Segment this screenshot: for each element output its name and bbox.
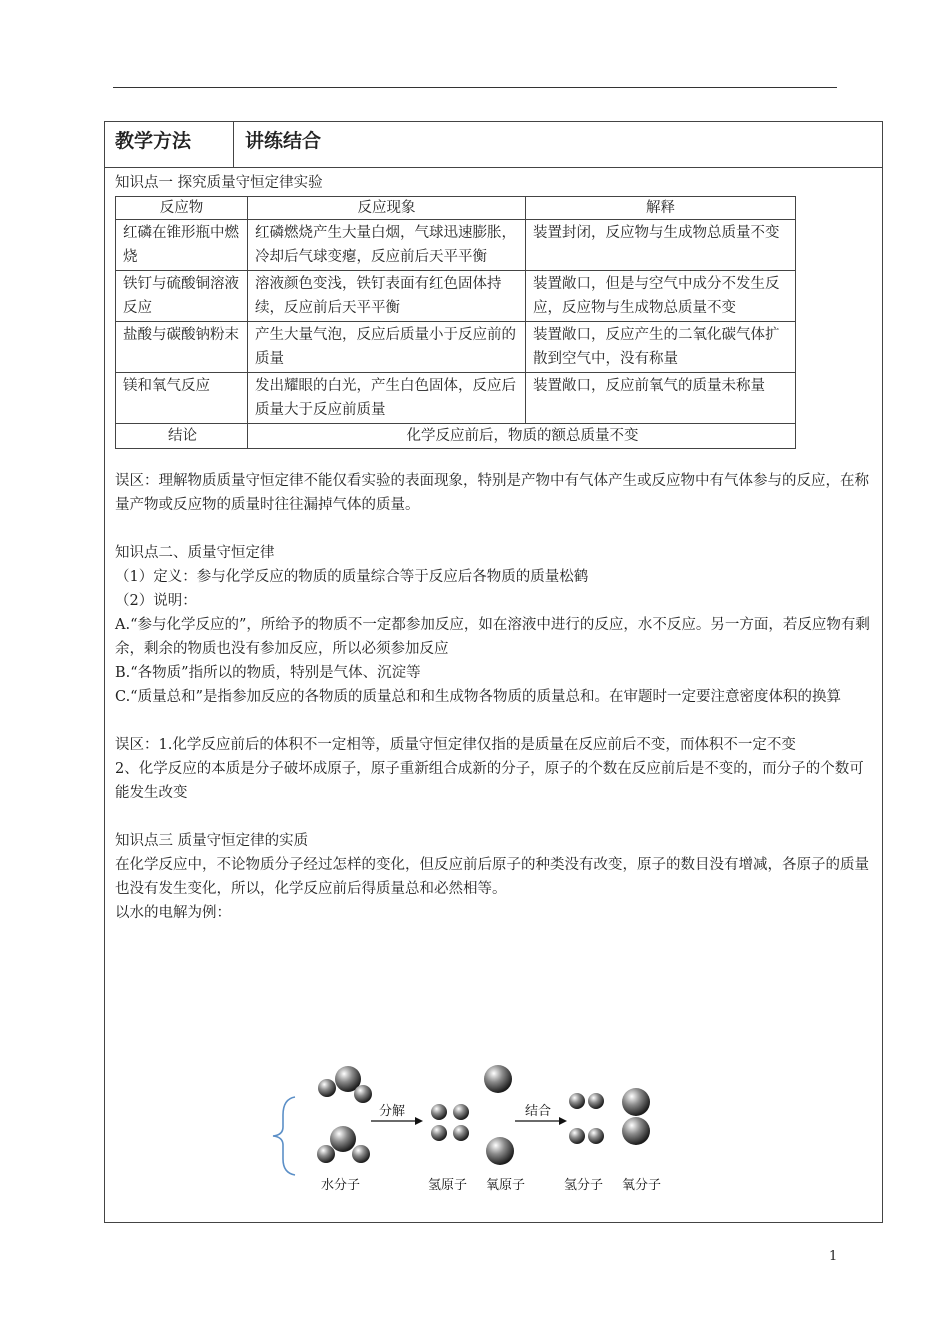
label-hydrogen-molecule: 氢分子 [564,1178,604,1193]
header-phenomenon: 反应现象 [248,197,526,220]
cell-reactant: 镁和氧气反应 [116,373,248,424]
method-value: 讲练结合 [245,130,322,152]
water-molecule-top-icon [318,1066,372,1103]
cell-reactant: 盐酸与碳酸钠粉末 [116,322,248,373]
label-hydrogen-atom: 氢原子 [428,1178,468,1193]
k2-mistake-2: 2、化学反应的本质是分子破坏成原子，原子重新组合成新的分子，原子的个数在反应前后是不变的，而分子的个数可能发生改变 [115,761,864,801]
conclusion-text: 化学反应前后，物质的额总质量不变 [248,424,796,449]
method-divider [233,122,234,167]
label-water-molecule: 水分子 [321,1178,361,1193]
cell-phenomenon: 发出耀眼的白光，产生白色固体，反应后质量大于反应前质量 [248,373,526,424]
page-number: 1 [829,1249,838,1264]
header-reactant: 反应物 [116,197,248,220]
brace-icon [273,1097,295,1175]
k2-definition: （1）定义：参与化学反应的物质的质量综合等于反应后各物质的质量松鹤 [115,569,589,585]
k2-title: 知识点二、质量守恒定律 [115,545,275,561]
cell-reactant: 铁钉与硫酸铜溶液反应 [116,271,248,322]
label-oxygen-atom: 氧原子 [486,1178,526,1193]
cell-reactant: 红磷在锥形瓶中燃烧 [116,220,248,271]
k2-point-a: A.“参与化学反应的”，所给予的物质不一定都参加反应，如在溶液中进行的反应，水不反应。另一方面，若反应物有剩余，剩余的物质也没有参加反应，所以必须参加反应 [115,617,870,657]
water-molecule-bottom-icon [317,1126,370,1163]
label-oxygen-molecule: 氧分子 [622,1178,662,1193]
k1-mistake: 误区：理解物质质量守恒定律不能仅看实验的表面现象，特别是产物中有气体产生或反应物中有气体参与的反应，在称量产物或反应物的质量时往往漏掉气体的质量。 [115,473,869,513]
table-row [116,220,796,271]
cell-explanation: 装置敞口，但是与空气中成分不发生反应，反应物与生成物总质量不变 [526,271,796,322]
method-row [105,122,882,168]
cell-phenomenon: 红磷燃烧产生大量白烟，气球迅速膨胀，冷却后气球变瘪，反应前后天平平衡 [248,220,526,271]
header-rule [113,87,837,88]
cell-explanation: 装置敞口，反应产生的二氧化碳气体扩散到空气中，没有称量 [526,322,796,373]
k3-body: 在化学反应中，不论物质分子经过怎样的变化，但反应前后原子的种类没有改变，原子的数目没有增减，各原子的质量也没有发生变化，所以，化学反应前后得质量总和必然相等。 [115,857,869,897]
k2-point-c: C.“质量总和”是指参加反应的各物质的质量总和和生成物各物质的质量总和。在审题时一定要注意密度体积的换算 [115,689,842,705]
k3-example: 以水的电解为例： [115,905,231,921]
cell-explanation: 装置敞口，反应前氧气的质量未称量 [526,373,796,424]
cell-explanation: 装置封闭，反应物与生成物总质量不变 [526,220,796,271]
k2-explain-heading: （2）说明： [115,593,197,609]
oxygen-atoms-icon [484,1065,514,1165]
header-explanation: 解释 [526,197,796,220]
conclusion-row [116,424,796,449]
hydrogen-atoms-icon [431,1104,469,1141]
method-label: 教学方法 [115,130,192,152]
lesson-content [115,171,877,925]
arrow2-label: 结合 [525,1104,552,1119]
cell-phenomenon: 产生大量气泡，反应后质量小于反应前的质量 [248,322,526,373]
experiment-header-row [116,197,796,220]
k2-mistake-1: 误区：1.化学反应前后的体积不一定相等，质量守恒定律仅指的是质量在反应前后不变，而体积不一定不变 [115,737,796,753]
electrolysis-diagram [265,1055,685,1200]
k3-title: 知识点三 质量守恒定律的实质 [115,833,309,849]
arrow1-label: 分解 [379,1104,406,1119]
k1-title: 知识点一 探究质量守恒定律实验 [115,175,323,191]
k2-point-b: B.“各物质”指所以的物质，特别是气体、沉淀等 [115,665,421,681]
hydrogen-molecules-icon [569,1093,604,1144]
conclusion-label: 结论 [116,424,248,449]
oxygen-molecule-icon [622,1088,650,1145]
experiment-table [115,196,796,449]
cell-phenomenon: 溶液颜色变浅，铁钉表面有红色固体持续，反应前后天平平衡 [248,271,526,322]
table-row [116,322,796,373]
table-row [116,373,796,424]
table-row [116,271,796,322]
